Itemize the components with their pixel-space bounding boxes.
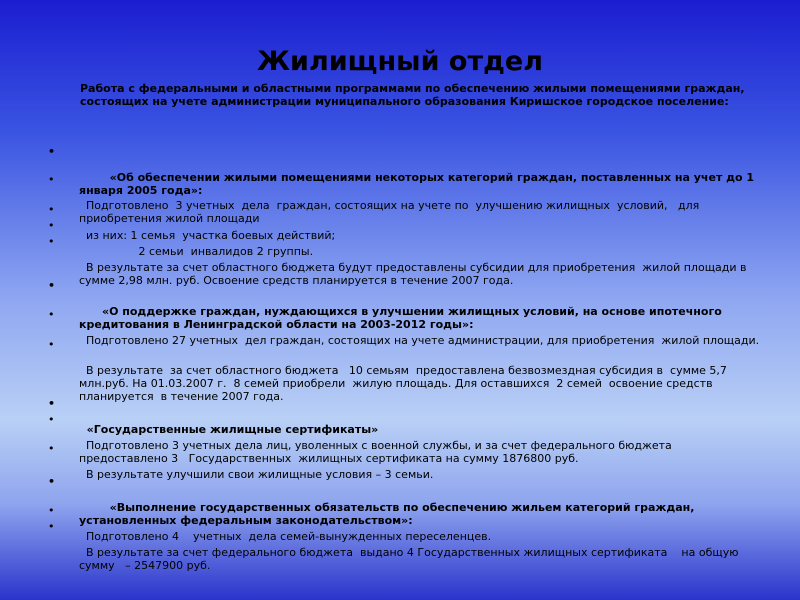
list-item-text: «Государственные жилищные сертификаты»	[86, 423, 379, 436]
bullet: •	[48, 397, 56, 410]
intro-text: Работа с федеральными и областными программами по обеспечению жилыми помещениями граждан, состоящих на учете администрации муниципального образования Киришское городское поселение:	[80, 82, 745, 108]
list-item-text: В результате за счет областного бюджета 10 семьям предоставлена безвозмездная субсидия в сумме 5,7 млн.руб. На 01.03.2007 г. 8 семей приобрели жилую площадь. Для оставшихся 2 семей освоение средств планируется в течение 2007 года.	[79, 364, 734, 403]
bullet: •	[48, 145, 56, 158]
list-item	[48, 520, 761, 572]
bullet: •	[48, 442, 55, 455]
page-title: Жилищный отдел	[257, 46, 543, 77]
list-item-text: «О поддержке граждан, нуждающихся в улучшении жилищных условий, на основе ипотечного кредитования в Ленинградской области на 2003-2012 годы»:	[79, 305, 726, 331]
list-item-text: В результате за счет федерального бюджета выдано 4 Государственных жилищных сертификата на общую сумму – 2547900 руб.	[79, 546, 746, 572]
bullet: •	[48, 413, 55, 426]
bullet: •	[48, 520, 55, 533]
list-item-text: Подготовлено 3 учетных дела граждан, состоящих на учете по улучшению жилищных условий, для приобретения жилой площади	[79, 199, 703, 225]
list-item-text: 2 семьи инвалидов 2 группы.	[86, 245, 314, 258]
bullet: •	[48, 338, 55, 351]
list-item-text: Подготовлено 3 учетных дела лиц, уволенных с военной службы, и за счет федерального бюджета предоставлено 3 Государственных жилищных сертификата на сумму 1876800 руб.	[79, 439, 676, 465]
bullet: •	[48, 235, 55, 248]
bullet: •	[48, 475, 56, 488]
list-item-text: В результате за счет областного бюджета будут предоставлены субсидии для приобретения жилой площади в сумме 2,98 млн. руб. Освоение средств планируется в течение 2007 года.	[79, 261, 754, 287]
list-item	[48, 338, 761, 403]
list-item-text: «Об обеспечении жилыми помещениями некоторых категорий граждан, поставленных на учет до 1 января 2005 года»:	[79, 171, 758, 197]
bullet: •	[48, 279, 56, 292]
list-item-text: Подготовлено 4 учетных дела семей-вынужденных переселенцев.	[86, 530, 492, 543]
list-item-text: Подготовлено 27 учетных дел граждан, состоящих на учете администрации, для приобретения жилой площади.	[86, 334, 760, 347]
list-item-text: из них: 1 семья участка боевых действий;	[86, 229, 336, 242]
list-item-text: В результате улучшили свои жилищные условия – 3 семьи.	[86, 468, 434, 481]
bullet: •	[48, 219, 55, 232]
list-item-text: «Выполнение государственных обязательств по обеспечению жильем категорий граждан, установленных федеральным законодательством»:	[79, 501, 699, 527]
bullet: •	[48, 173, 55, 186]
bullet: •	[48, 308, 55, 321]
bullet: •	[48, 504, 55, 517]
bullet: •	[48, 203, 55, 216]
